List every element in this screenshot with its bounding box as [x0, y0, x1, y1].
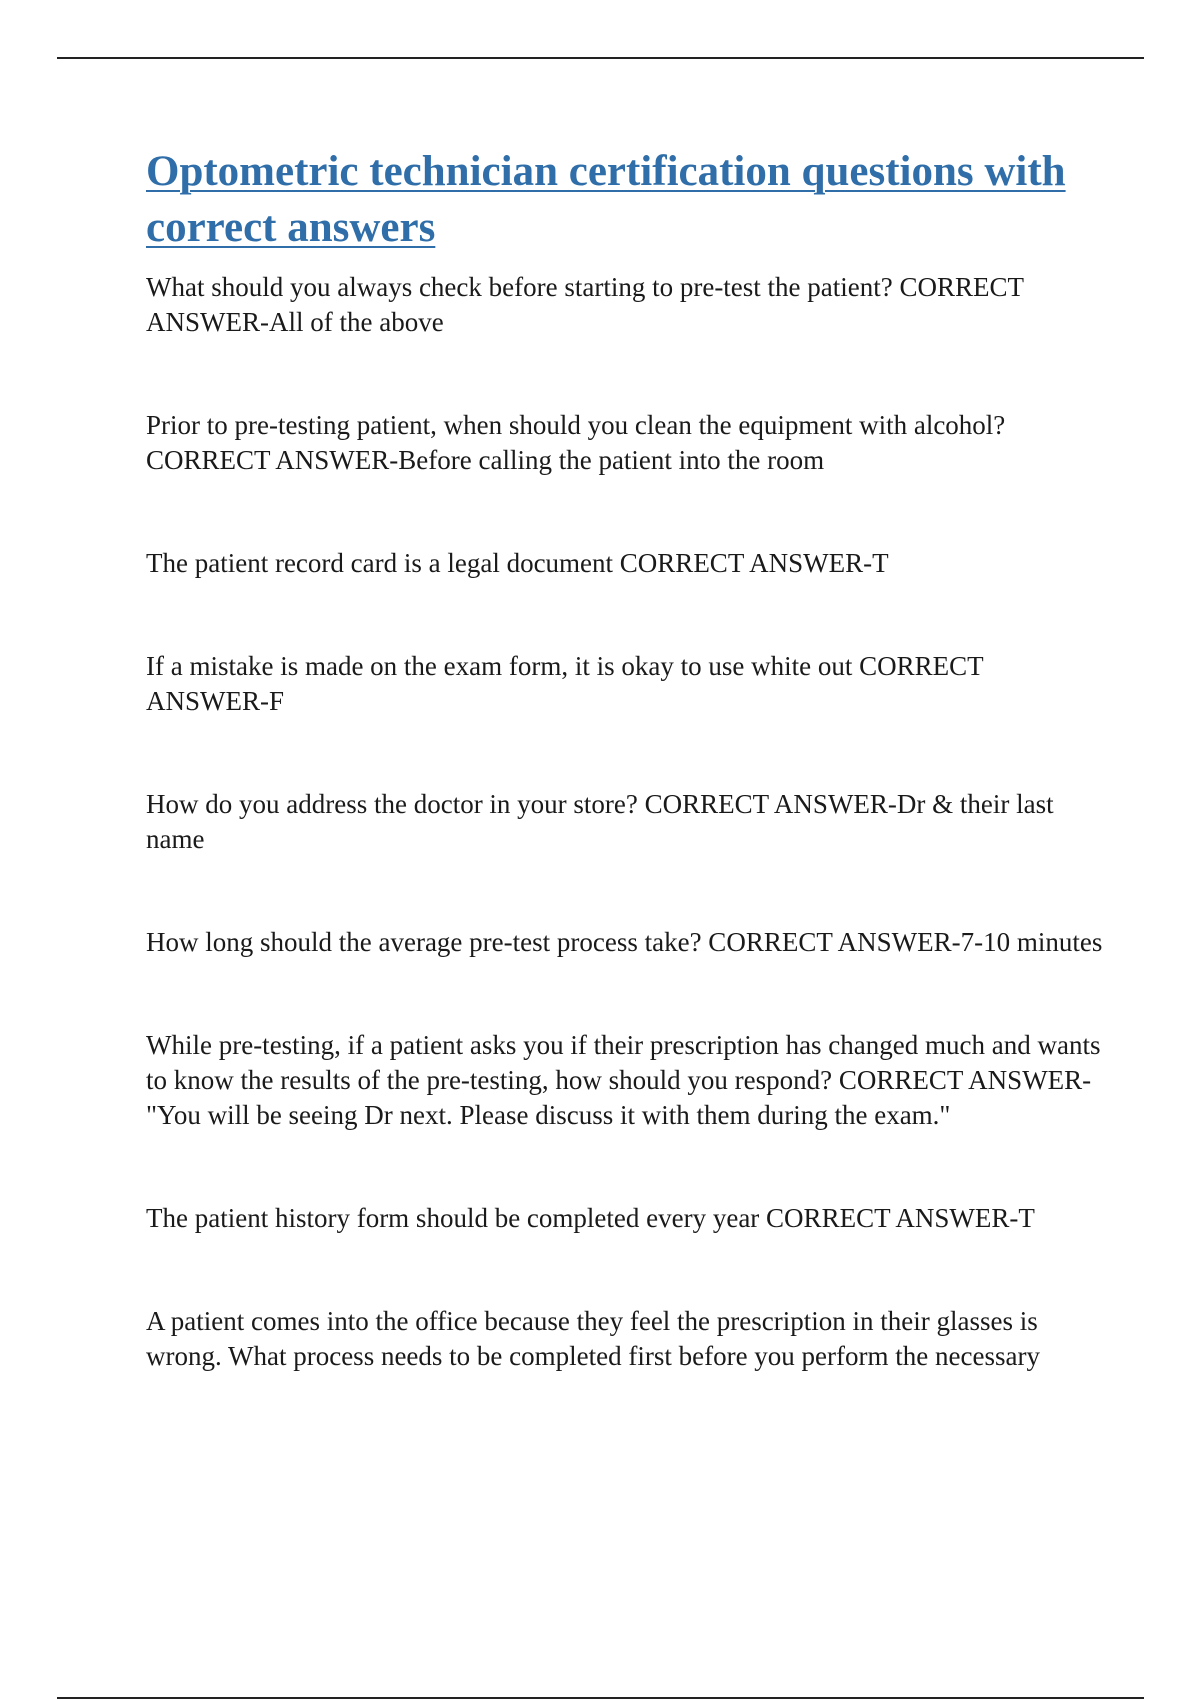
bottom-rule [57, 1697, 1144, 1699]
document-page [146, 144, 1106, 1374]
document-title: Optometric technician certification questions with correct answers [146, 148, 1066, 251]
top-rule [57, 57, 1144, 59]
qa-item: While pre-testing, if a patient asks you if their prescription has changed much and wants to know the results of the pre-testing, how should you respond? CORRECT ANSWER-"You will be seeing Dr next. Please discuss it with them during the exam." [146, 1030, 1101, 1130]
qa-list [146, 270, 1106, 1374]
qa-item: If a mistake is made on the exam form, it is okay to use white out CORRECT ANSWER-F [146, 651, 984, 716]
qa-item: How long should the average pre-test process take? CORRECT ANSWER-7-10 minutes [146, 927, 1103, 957]
qa-item: A patient comes into the office because they feel the prescription in their glasses is wrong. What process needs to be completed first before you perform the necessary [146, 1306, 1040, 1371]
qa-item: What should you always check before starting to pre-test the patient? CORRECT ANSWER-All of the above [146, 272, 1024, 337]
qa-item: Prior to pre-testing patient, when should you clean the equipment with alcohol? CORRECT ANSWER-Before calling the patient into the room [146, 410, 1006, 475]
qa-item: The patient record card is a legal document CORRECT ANSWER-T [146, 548, 889, 578]
qa-item: The patient history form should be completed every year CORRECT ANSWER-T [146, 1203, 1035, 1233]
qa-item: How do you address the doctor in your store? CORRECT ANSWER-Dr & their last name [146, 789, 1054, 854]
